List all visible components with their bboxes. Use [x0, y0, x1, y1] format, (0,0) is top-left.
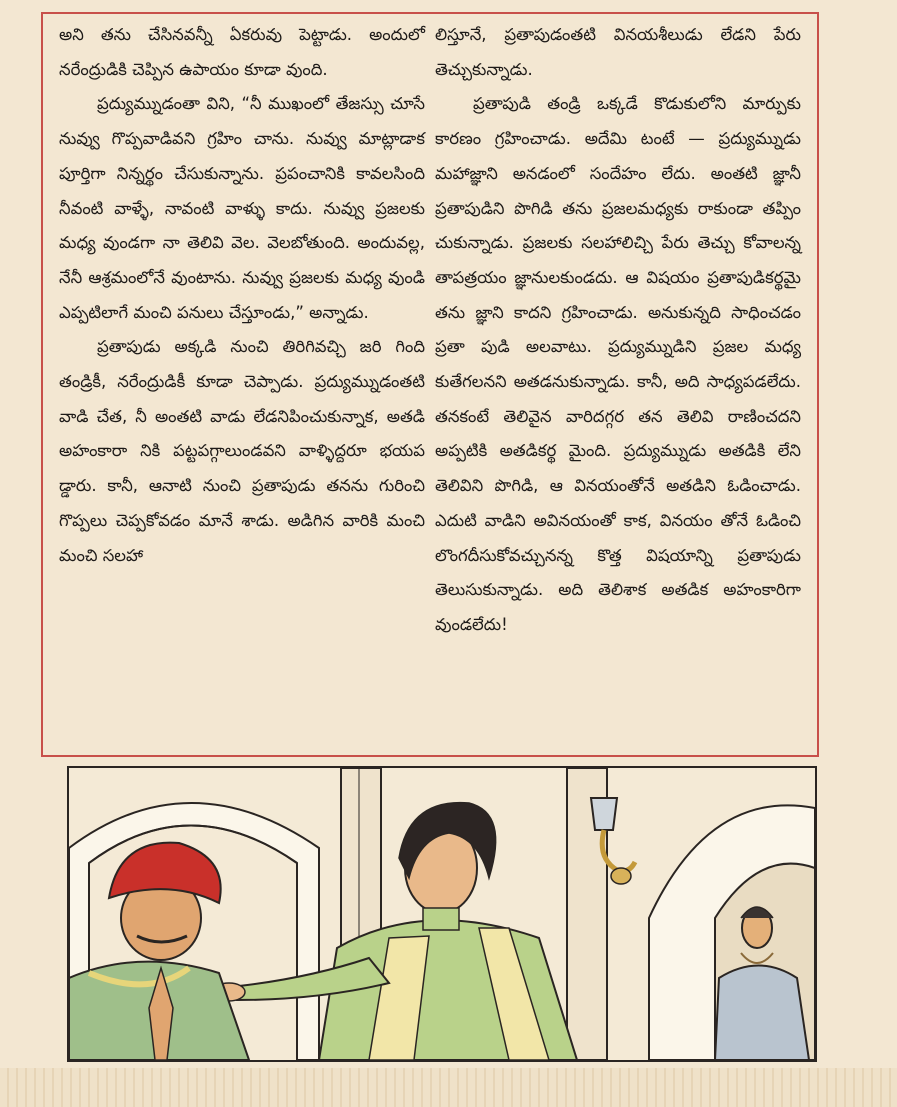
- bottom-strip: [0, 1068, 897, 1107]
- right-column: [435, 18, 801, 755]
- illustration-drawing: [69, 768, 815, 1060]
- paragraph: అని తను చేసినవన్నీ ఏకరువు పెట్టాడు. అందులో నరేంద్రుడికి చెప్పిన ఉపాయం కూడా వుంది.: [59, 25, 425, 79]
- paragraph: ప్రద్యుమ్నుడంతా విని, “నీ ముఖంలో తేజస్సు చూసే నువ్వు గొప్పవాడివని గ్రహిం చాను. నువ్వు మాట్లాడాక పూర్తిగా నిన్నర్థం చేసుకున్నాను. ప్రపంచానికి కావలసింది నీవంటి వాళ్ళే, నావంటి వాళ్ళు కాదు. నువ్వు ప్రజలకు మధ్య వుండగా నా తెలివి వెల. వెలబోతుంది. అందువల్ల, నేనీ ఆశ్రమంలోనే వుంటాను. నువ్వు ప్రజలకు మధ్య వుండి ఎప్పటిలాగే మంచి పనులు చేస్తూండు,” అన్నాడు.: [59, 94, 425, 322]
- story-text-box: [41, 12, 819, 757]
- paragraph: ప్రతాపుడు అక్కడి నుంచి తిరిగివచ్చి జరి గింది తండ్రికీ, నరేంద్రుడికీ కూడా చెప్పాడు. ప్రద్యుమ్నుడంతటి వాడి చేత, నీ అంతటి వాడు లేడనిపించుకున్నాక, అతడి అహంకారా నికి పట్టపగ్గాలుండవని వాళ్ళిద్దరూ భయప డ్డారు. కానీ, ఆనాటి నుంచి ప్రతాపుడు తనను గురించి గొప్పలు చెప్పకోవడం మానే శాడు. అడిగిన వారికి మంచి మంచి సలహా: [59, 337, 425, 565]
- story-illustration: [67, 766, 817, 1062]
- left-column: [59, 18, 425, 755]
- paragraph: లిస్తూనే, ప్రతాపుడంతటి వినయశీలుడు లేడని పేరు తెచ్చుకున్నాడు.: [435, 25, 801, 79]
- paragraph: ప్రతాపుడి తండ్రి ఒక్కడే కొడుకులోని మార్పుకు కారణం గ్రహించాడు. అదేమి టంటే — ప్రద్యుమ్నుడు మహాజ్ఞాని అనడంలో సందేహం లేదు. అంతటి జ్ఞానీ ప్రతాపుడిని పొగిడి తను ప్రజలమధ్యకు రాకుండా తప్పిం చుకున్నాడు. ప్రజలకు సలహాలిచ్చి పేరు తెచ్చు కోవాలన్న తాపత్రయం జ్ఞానులకుండదు. ఆ విషయం ప్రతాపుడికర్థమై తను జ్ఞాని కాదని గ్రహించాడు. అనుకున్నది సాధించడం ప్రతా పుడి అలవాటు. ప్రద్యుమ్నుడిని ప్రజల మధ్య కుతేగలనని అతడనుకున్నాడు. కానీ, అది సాధ్యపడలేదు. తనకంటే తెలివైన వారిదగ్గర తన తెలివి రాణించదని అప్పటికి అతడికర్థ మైంది. ప్రద్యుమ్నుడు అతడికి లేని తెలివిని పొగిడి, ఆ వినయంతోనే అతడిని ఓడించాడు. ఎదుటి వాడిని అవినయంతో కాక, వినయం తోనే ఓడించి లొంగదీసుకోవచ్చునన్న కొత్త విషయాన్ని ప్రతాపుడు తెలుసుకున్నాడు. అది తెలిశాక అతడిక అహంకారిగా వుండలేదు!: [435, 94, 801, 634]
